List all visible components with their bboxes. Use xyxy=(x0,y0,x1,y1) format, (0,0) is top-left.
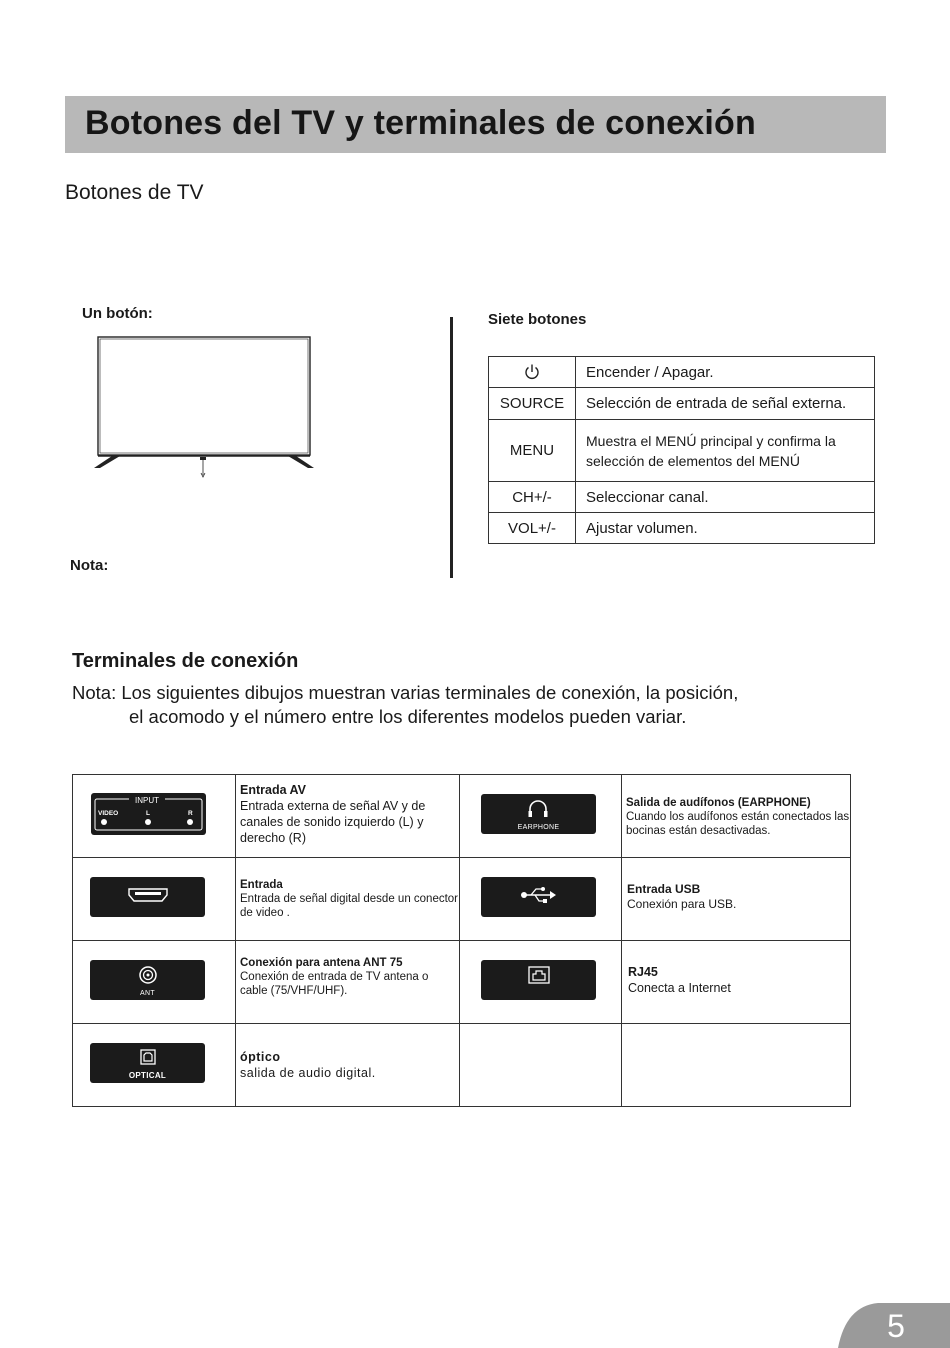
table-row xyxy=(73,775,851,858)
table-row xyxy=(489,513,875,544)
terminals-note-line1: Nota: Los siguientes dibujos muestran varias terminales de conexión, la posición, xyxy=(72,682,739,703)
page-number: 5 xyxy=(887,1308,905,1344)
button-desc-cell: Seleccionar canal. xyxy=(576,482,875,513)
terminal-icon-cell xyxy=(73,941,236,1024)
av-r-label: R xyxy=(188,810,193,817)
buttons-table xyxy=(488,356,875,544)
optical-icon xyxy=(140,1049,156,1065)
terminal-desc: Entrada de señal digital desde un conector de video . xyxy=(240,893,459,919)
terminals-note-line2: el acomodo y el número entre los diferentes modelos pueden variar. xyxy=(129,706,687,727)
terminal-desc: salida de audio digital. xyxy=(240,1066,376,1080)
page-number-tab xyxy=(838,1303,950,1348)
table-row xyxy=(489,420,875,482)
rj45-port xyxy=(481,960,596,1000)
terminal-icon-cell xyxy=(73,775,236,858)
optical-caption: OPTICAL xyxy=(128,1071,167,1080)
terminal-desc-cell xyxy=(236,1024,460,1107)
button-key-cell xyxy=(489,357,576,388)
button-desc-cell: Encender / Apagar. xyxy=(576,357,875,388)
table-row xyxy=(73,1024,851,1107)
terminal-desc-cell xyxy=(236,941,460,1024)
earphone-port xyxy=(481,794,596,834)
power-icon xyxy=(523,363,541,381)
terminal-icon-cell xyxy=(460,775,622,858)
terminal-title: Entrada AV xyxy=(240,783,306,797)
table-row xyxy=(73,941,851,1024)
nota-label: Nota: xyxy=(70,557,109,574)
hdmi-icon xyxy=(128,888,168,902)
headphone-icon xyxy=(527,799,549,819)
terminal-title: Entrada xyxy=(240,879,283,891)
button-desc-cell: Muestra el MENÚ principal y confirma la selección de elementos del MENÚ xyxy=(576,420,875,482)
button-key-cell: CH+/- xyxy=(489,482,576,513)
button-key-cell: MENU xyxy=(489,420,576,482)
earphone-caption: EARPHONE xyxy=(517,824,560,831)
table-row xyxy=(73,858,851,941)
seven-buttons-label: Siete botones xyxy=(488,311,587,328)
av-video-label: VIDEO xyxy=(98,810,119,817)
button-desc-cell: Ajustar volumen. xyxy=(576,513,875,544)
button-key-cell: VOL+/- xyxy=(489,513,576,544)
terminal-desc: Conexión para USB. xyxy=(627,897,737,911)
av-l-label: L xyxy=(146,810,150,817)
title-bar xyxy=(65,96,886,153)
terminal-icon-cell xyxy=(73,1024,236,1107)
button-desc-cell: Selección de entrada de señal externa. xyxy=(576,388,875,420)
empty-cell xyxy=(460,1024,622,1107)
optical-port xyxy=(90,1043,205,1083)
terminal-icon-cell xyxy=(460,858,622,941)
terminal-desc-cell xyxy=(622,858,851,941)
terminal-desc-cell xyxy=(236,775,460,858)
tv-front-illustration xyxy=(90,334,320,480)
terminal-desc: Cuando los audífonos están conectados las bocinas están desactivadas. xyxy=(626,811,850,837)
antenna-caption: ANT xyxy=(140,990,155,997)
av-panel-label: INPUT xyxy=(135,796,159,805)
terminal-title: RJ45 xyxy=(628,965,658,979)
hdmi-port xyxy=(90,877,205,917)
one-button-label: Un botón: xyxy=(82,305,153,322)
av-input-icon xyxy=(91,793,206,835)
terminal-desc: Entrada externa de señal AV y de canales de sonido izquierdo (L) y derecho (R) xyxy=(240,799,426,845)
usb-icon xyxy=(521,885,557,905)
terminal-icon-cell xyxy=(460,941,622,1024)
table-row xyxy=(489,482,875,513)
section-subtitle: Botones de TV xyxy=(65,181,204,204)
terminal-desc-cell xyxy=(236,858,460,941)
terminals-title: Terminales de conexión xyxy=(72,650,299,672)
empty-cell xyxy=(622,1024,851,1107)
terminals-note xyxy=(72,681,852,729)
terminal-desc: Conexión de entrada de TV antena o cable (75/VHF/UHF). xyxy=(240,971,429,997)
page-title: Botones del TV y terminales de conexión xyxy=(85,104,756,142)
vertical-divider xyxy=(450,317,453,578)
terminal-title: Conexión para antena ANT 75 xyxy=(240,957,403,969)
usb-port xyxy=(481,877,596,917)
terminal-desc-cell xyxy=(622,775,851,858)
terminals-table xyxy=(72,774,851,1107)
table-row xyxy=(489,357,875,388)
terminal-title: Entrada USB xyxy=(627,882,701,896)
antenna-port xyxy=(90,960,205,1000)
terminal-desc-cell xyxy=(622,941,851,1024)
antenna-icon xyxy=(138,965,158,985)
terminal-desc: Conecta a Internet xyxy=(628,981,731,995)
terminal-icon-cell xyxy=(73,858,236,941)
terminal-title: óptico xyxy=(240,1050,281,1064)
terminal-title: Salida de audífonos (EARPHONE) xyxy=(626,797,811,809)
table-row xyxy=(489,388,875,420)
rj45-icon xyxy=(528,966,550,984)
button-key-cell: SOURCE xyxy=(489,388,576,420)
